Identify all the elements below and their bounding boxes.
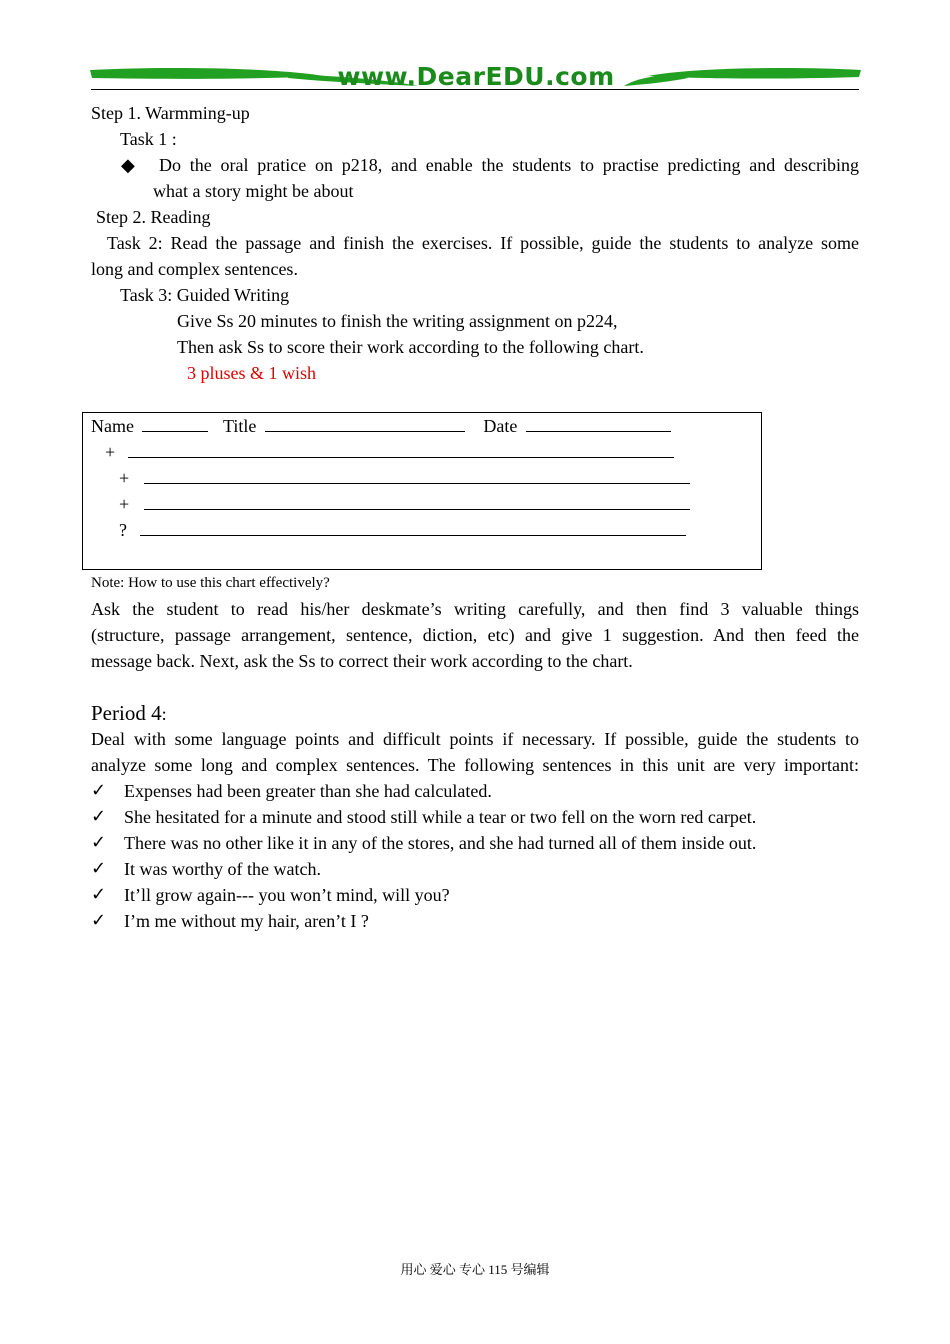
sentence-text: She hesitated for a minute and stood still while a tear or two fell on the worn red carpet.: [124, 807, 757, 827]
sentence-text: It was worthy of the watch.: [124, 859, 321, 879]
period4-intro-line1: Deal with some language points and difficult points if necessary. If possible, guide the students to: [91, 729, 859, 749]
pluses-wish-highlight: 3 pluses & 1 wish: [187, 363, 317, 383]
check-mark-icon: ✓: [91, 858, 107, 879]
plus-symbol-2: +: [119, 468, 130, 488]
task3-line2: Then ask Ss to score their work according to the following chart.: [177, 337, 644, 357]
title-blank: [265, 414, 465, 432]
task1-bullet-line2: what a story might be about: [153, 181, 354, 201]
task1-label: Task 1 :: [120, 129, 177, 149]
task2-line2: long and complex sentences.: [91, 259, 298, 279]
chart-row-2: [119, 465, 690, 491]
check-mark-icon: ✓: [91, 884, 107, 905]
wish-blank: [140, 518, 686, 536]
step2-title: Step 2. Reading: [96, 207, 211, 227]
task3-label: Task 3: Guided Writing: [120, 285, 290, 305]
task1-bullet-line1: Do the oral pratice on p218, and enable the students to practise predicting and describing: [159, 155, 859, 175]
page-footer: 用心 爱心 专心 115 号编辑: [400, 1262, 550, 1277]
plus-symbol-3: +: [119, 494, 130, 514]
sentence-text: I’m me without my hair, aren’t I ?: [124, 911, 369, 931]
name-label: Name: [91, 416, 134, 436]
period4-heading: [91, 700, 167, 727]
diamond-bullet-icon: ◆: [121, 155, 135, 175]
sentence-text: It’ll grow again--- you won’t mind, will you?: [124, 885, 450, 905]
chart-row-3: [119, 491, 690, 517]
note-line1: Ask the student to read his/her deskmate’s writing carefully, and then find 3 valuable things: [91, 599, 859, 619]
plus-blank-3: [144, 492, 690, 510]
task2-line1: Task 2: Read the passage and finish the exercises. If possible, guide the students to analyze some: [107, 233, 859, 253]
date-blank: [526, 414, 671, 432]
period4-title: Period 4: [91, 701, 162, 725]
check-mark-icon: ✓: [91, 780, 107, 801]
note-line3: message back. Next, ask the Ss to correct their work according to the chart.: [91, 651, 633, 671]
note-line2: (structure, passage arrangement, sentence, diction, etc) and give 1 suggestion. And then feed the: [91, 625, 859, 645]
plus-blank-2: [144, 466, 690, 484]
plus-symbol-1: +: [105, 442, 116, 462]
chart-row-4: [119, 517, 686, 543]
task3-line1: Give Ss 20 minutes to finish the writing assignment on p224,: [177, 311, 618, 331]
step1-title: Step 1. Warmming-up: [91, 103, 250, 123]
title-label: Title: [222, 416, 257, 436]
sentence-text: Expenses had been greater than she had calculated.: [124, 781, 492, 801]
note-title: Note: How to use this chart effectively?: [91, 575, 330, 591]
chart-header-row: [91, 413, 671, 439]
wish-symbol: ?: [119, 520, 127, 540]
site-logo-text: www.DearEDU.com: [337, 62, 615, 91]
name-blank: [142, 414, 208, 432]
check-mark-icon: ✓: [91, 910, 107, 931]
check-mark-icon: ✓: [91, 806, 107, 827]
date-label: Date: [483, 416, 518, 436]
plus-blank-1: [128, 440, 674, 458]
sentence-text: There was no other like it in any of the stores, and she had turned all of them inside out.: [124, 833, 757, 853]
chart-row-1: [105, 439, 674, 465]
period4-colon: :: [161, 704, 167, 724]
period4-intro-line2: analyze some long and complex sentences. The following sentences in this unit are very important:: [91, 755, 859, 775]
check-mark-icon: ✓: [91, 832, 107, 853]
header-divider: [91, 89, 859, 90]
